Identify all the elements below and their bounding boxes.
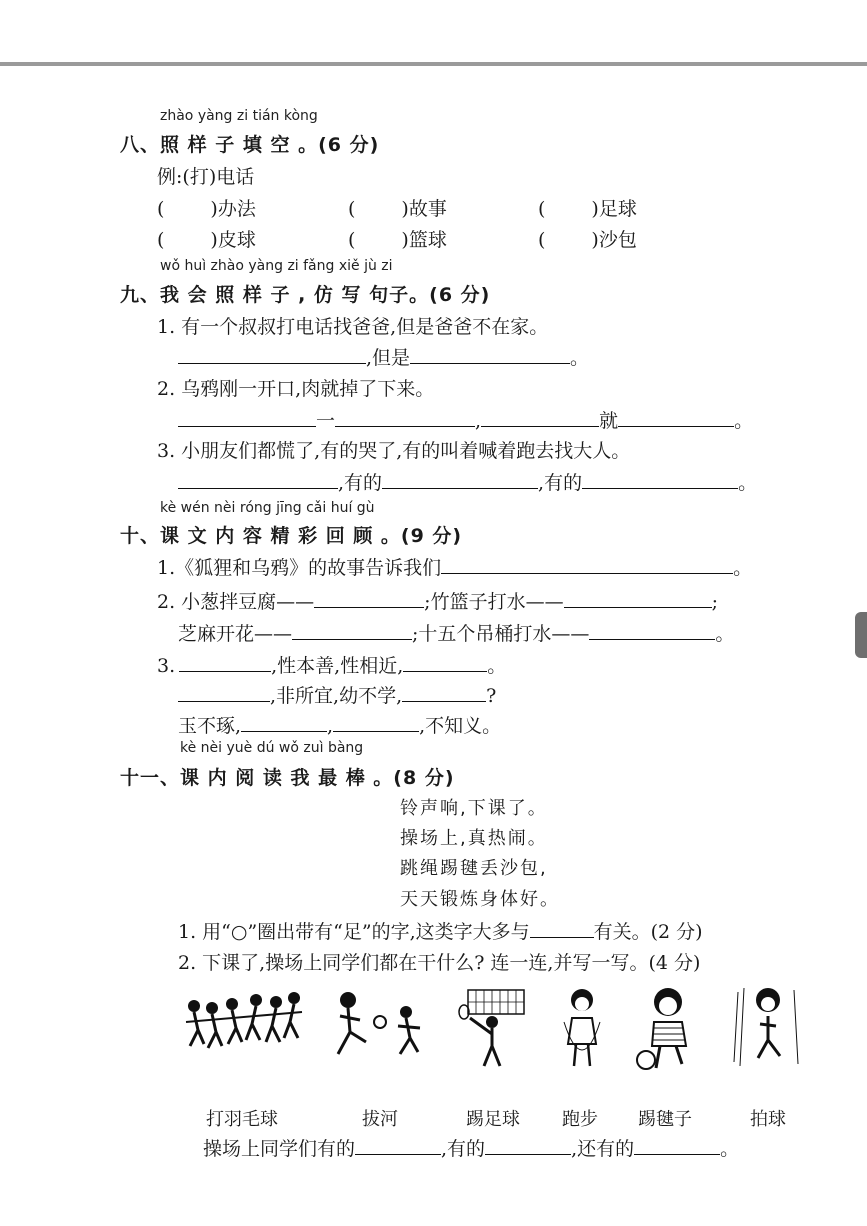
s10-question-3a	[157, 651, 506, 678]
answer-blank[interactable]	[403, 651, 487, 672]
kicking-shuttlecock-illustration	[632, 982, 700, 1074]
answer-blank[interactable]	[178, 681, 270, 702]
answer-blank[interactable]	[485, 1134, 571, 1155]
fill-paren-item[interactable]	[157, 194, 256, 221]
activity-caption[interactable]: 跑步	[562, 1109, 598, 1130]
question-text: ;十五个吊桶打水——	[412, 623, 590, 645]
badminton-icon	[454, 982, 532, 1074]
answer-blank[interactable]	[178, 343, 366, 364]
question-text: 有关。(2 分)	[593, 921, 703, 943]
answer-blank[interactable]	[179, 651, 271, 672]
paren-close-text: )故事	[401, 198, 447, 220]
answer-blank[interactable]	[582, 468, 738, 489]
s11-question-2: 2. 下课了,操场上同学们都在干什么? 连一连,并写一写。(4 分)	[178, 952, 701, 974]
answer-blank[interactable]	[355, 1134, 441, 1155]
s9-question-2: 2. 乌鸦刚一开口,肉就掉了下来。	[157, 378, 435, 400]
viewer-top-bar	[0, 0, 867, 66]
answer-blank[interactable]	[314, 587, 424, 608]
question-text: ,非所宜,幼不学,	[270, 685, 403, 707]
section-11-heading: 十一、课 内 阅 读 我 最 棒 。(8 分)	[120, 767, 455, 789]
comma-text: ,	[327, 715, 334, 737]
s10-question-2a	[157, 587, 718, 614]
answer-blank[interactable]	[292, 619, 412, 640]
connector-text: 就	[599, 410, 619, 432]
section-9-pinyin: wǒ huì zhào yàng zi fǎng xiě jù zi	[160, 258, 393, 274]
fill-paren-item[interactable]	[157, 225, 256, 252]
paren-open: (	[157, 198, 165, 220]
fill-paren-item[interactable]	[348, 225, 447, 252]
paren-open: (	[538, 198, 546, 220]
s9-answer-line-2	[178, 406, 753, 433]
question-text: ;竹篮子打水——	[424, 591, 564, 613]
paren-close-text: )皮球	[210, 229, 256, 251]
question-text: 操场上同学们有的	[203, 1138, 356, 1160]
period-text: 。	[734, 410, 754, 432]
answer-blank[interactable]	[530, 917, 594, 938]
paren-open: (	[348, 198, 356, 220]
period-text: 。	[733, 557, 753, 579]
paren-close-text: )沙包	[591, 229, 637, 251]
question-text: ,不知义。	[419, 715, 502, 737]
connector-text: ,还有的	[571, 1138, 635, 1160]
period-text: 。	[738, 472, 758, 494]
paren-open: (	[157, 229, 165, 251]
period-text: 。	[715, 623, 735, 645]
connector-text: ,有的	[338, 472, 383, 494]
s10-question-3c	[178, 711, 501, 738]
paren-open: (	[348, 229, 356, 251]
section-10-pinyin: kè wén nèi róng jīng cǎi huí gù	[160, 500, 375, 516]
activity-caption[interactable]: 踢足球	[466, 1109, 520, 1130]
question-mark-text: ?	[486, 685, 497, 707]
jump-rope-illustration	[556, 982, 608, 1074]
fill-paren-item[interactable]	[538, 194, 637, 221]
s9-answer-line-3	[178, 468, 757, 495]
question-text: 2. 小葱拌豆腐——	[157, 591, 315, 613]
question-text: 玉不琢,	[178, 715, 242, 737]
answer-blank[interactable]	[335, 406, 475, 427]
question-text: ,性本善,性相近,	[271, 655, 404, 677]
answer-blank[interactable]	[618, 406, 734, 427]
connector-text: ,有的	[441, 1138, 486, 1160]
s9-question-1: 1. 有一个叔叔打电话找爸爸,但是爸爸不在家。	[157, 316, 549, 338]
kicking-soccer-illustration	[326, 982, 436, 1074]
s11-question-1	[178, 917, 703, 944]
shuttlecock-icon	[632, 982, 700, 1074]
paren-close-text: )办法	[210, 198, 256, 220]
section-8-heading: 八、照 样 子 填 空 。(6 分)	[120, 134, 380, 156]
s10-question-1	[157, 553, 752, 580]
section-9-heading: 九、我 会 照 样 子 , 仿 写 句子。(6 分)	[120, 284, 491, 306]
activity-caption[interactable]: 踢毽子	[638, 1109, 692, 1130]
poem-line: 铃声响,下课了。	[400, 798, 548, 819]
question-number: 3.	[157, 655, 176, 677]
period-text: 。	[720, 1138, 740, 1160]
tug-of-war-icon	[180, 982, 308, 1074]
section-10-heading: 十、课 文 内 容 精 彩 回 顾 。(9 分)	[120, 525, 463, 547]
period-text: 。	[487, 655, 507, 677]
section-8-pinyin: zhào yàng zi tián kòng	[160, 108, 318, 124]
s9-question-3: 3. 小朋友们都慌了,有的哭了,有的叫着喊着跑去找大人。	[157, 440, 631, 462]
connector-text: ,但是	[366, 347, 411, 369]
answer-blank[interactable]	[178, 468, 338, 489]
activity-caption[interactable]: 拍球	[750, 1109, 786, 1130]
poem-line: 天天锻炼身体好。	[400, 889, 560, 910]
section-11-pinyin: kè nèi yuè dú wǒ zuì bàng	[180, 740, 364, 756]
answer-blank[interactable]	[333, 711, 419, 732]
answer-blank[interactable]	[402, 681, 486, 702]
poem-line: 操场上,真热闹。	[400, 828, 548, 849]
answer-blank[interactable]	[481, 406, 599, 427]
paren-close-text: )篮球	[401, 229, 447, 251]
s10-question-3b	[178, 681, 496, 708]
comma-text: ,	[475, 410, 482, 432]
section-8-example: 例:(打)电话	[157, 166, 255, 188]
scrollbar-thumb[interactable]	[855, 612, 867, 658]
poem-line: 跳绳踢毽丢沙包,	[400, 858, 548, 879]
period-text: 。	[570, 347, 590, 369]
answer-blank[interactable]	[564, 587, 712, 608]
answer-blank[interactable]	[634, 1134, 720, 1155]
s9-answer-line-1	[178, 343, 589, 370]
s10-question-2b	[178, 619, 734, 646]
fill-paren-item[interactable]	[348, 194, 447, 221]
soccer-icon	[326, 982, 436, 1074]
answer-blank[interactable]	[589, 619, 715, 640]
paren-open: (	[538, 229, 546, 251]
question-text: 1.《狐狸和乌鸦》的故事告诉我们	[157, 557, 442, 579]
fill-paren-item[interactable]	[538, 225, 637, 252]
question-text: 1. 用“○”圈出带有“足”的字,这类字大多与	[178, 921, 530, 943]
ball-icon	[730, 982, 802, 1074]
connector-text: 一	[316, 410, 336, 432]
answer-blank[interactable]	[441, 553, 733, 574]
activity-caption[interactable]: 打羽毛球	[206, 1109, 278, 1130]
answer-blank[interactable]	[410, 343, 570, 364]
question-text: 芝麻开花——	[178, 623, 293, 645]
activity-caption[interactable]: 拔河	[362, 1109, 398, 1130]
bouncing-ball-illustration	[730, 982, 802, 1074]
jump-rope-icon	[556, 982, 608, 1074]
connector-text: ,有的	[538, 472, 583, 494]
answer-blank[interactable]	[382, 468, 538, 489]
s11-fill-line	[203, 1134, 739, 1161]
answer-blank[interactable]	[178, 406, 316, 427]
answer-blank[interactable]	[241, 711, 327, 732]
paren-close-text: )足球	[591, 198, 637, 220]
semicolon-text: ;	[711, 591, 718, 613]
tug-of-war-illustration	[180, 982, 308, 1074]
badminton-illustration	[454, 982, 532, 1074]
